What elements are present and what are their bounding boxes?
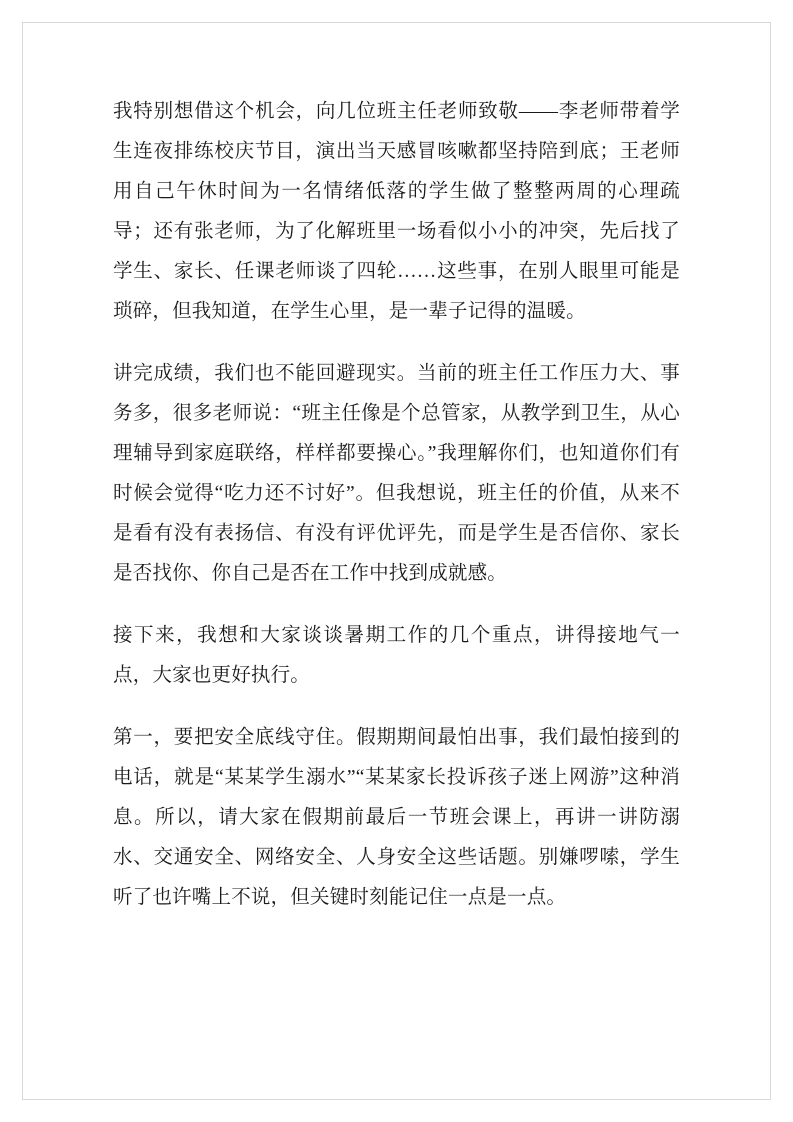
paragraph: 讲完成绩，我们也不能回避现实。当前的班主任工作压力大、事务多，很多老师说：“班主任像是个总管家，从教学到卫生，从心理辅导到家庭联络，样样都要操心。”我理解你们，也知道你们有时候会觉得“吃力还不讨好”。但我想说，班主任的价值，从来不是看有没有表扬信、有没有评优评先，而是学生是否信你、家长是否找你、你自己是否在工作中找到成就感。 [113,363,680,584]
paragraph: 接下来，我想和大家谈谈暑期工作的几个重点，讲得接地气一点，大家也更好执行。 [113,625,680,686]
paragraph: 我特别想借这个机会，向几位班主任老师致敬——李老师带着学生连夜排练校庆节目，演出当天感冒咳嗽都坚持陪到底；王老师用自己午休时间为一名情绪低落的学生做了整整两周的心理疏导；还有张老师，为了化解班里一场看似小小的冲突，先后找了学生、家长、任课老师谈了四轮……这些事，在别人眼里可能是琐碎，但我知道，在学生心里，是一辈子记得的温暖。 [113,101,680,322]
paragraph: 第一，要把安全底线守住。假期期间最怕出事，我们最怕接到的电话，就是“某某学生溺水”“某某家长投诉孩子迷上网游”这种消息。所以，请大家在假期前最后一节班会课上，再讲一讲防溺水、交通安全、网络安全、人身安全这些话题。别嫌啰嗦，学生听了也许嘴上不说，但关键时刻能记住一点是一点。 [113,727,680,908]
document-body [113,92,680,918]
